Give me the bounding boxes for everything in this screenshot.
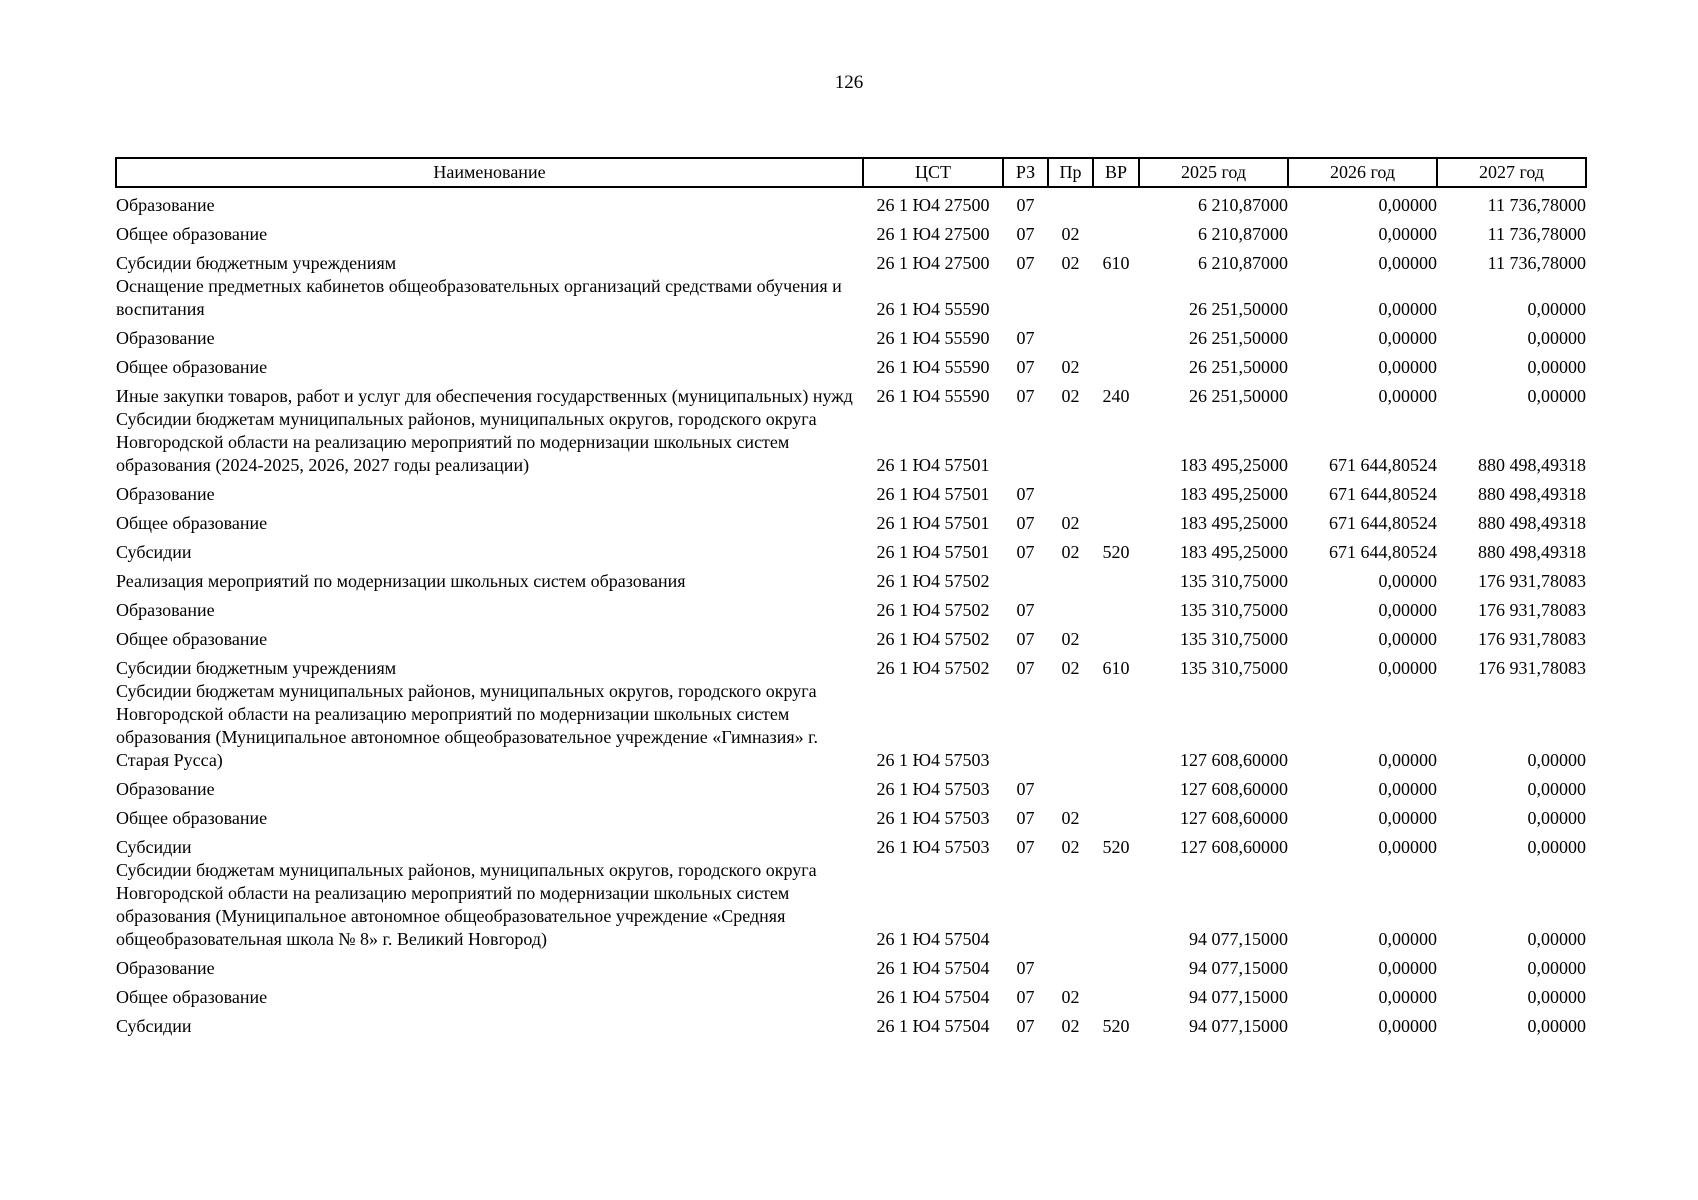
cell-2027: 176 931,78083	[1478, 658, 1586, 678]
cell-pr	[1048, 477, 1093, 506]
cell-vr	[1093, 187, 1139, 217]
cell-2027: 11 736,78000	[1487, 195, 1586, 215]
cell-pr: 02	[1061, 357, 1080, 377]
cell-cst: 26 1 Ю4 57501	[876, 484, 990, 504]
cell-vr: 520	[1102, 837, 1130, 857]
cell-rz	[1003, 859, 1048, 951]
cell-name: Образование	[116, 328, 215, 348]
cell-2027: 0,00000	[1527, 386, 1586, 406]
cell-2027: 880 498,49318	[1478, 513, 1586, 533]
table-row	[116, 246, 1586, 275]
cell-cst: 26 1 Ю4 27500	[876, 224, 990, 244]
cell-2026: 0,00000	[1378, 837, 1437, 857]
cell-2027: 0,00000	[1527, 779, 1586, 799]
cell-rz: 07	[1016, 484, 1035, 504]
cell-name: Общее образование	[116, 224, 268, 244]
cell-vr: 610	[1102, 658, 1130, 678]
cell-vr: 240	[1102, 386, 1130, 406]
table-row	[116, 622, 1586, 651]
cell-2027: 880 498,49318	[1478, 455, 1586, 475]
cell-pr	[1048, 564, 1093, 593]
table-row	[116, 859, 1586, 951]
cell-cst: 26 1 Ю4 57502	[876, 629, 990, 649]
cell-rz: 07	[1016, 224, 1035, 244]
table-row	[116, 830, 1586, 859]
cell-2026: 671 644,80524	[1329, 513, 1437, 533]
cell-name: Субсидии бюджетам муниципальных районов, муниципальных округов, городского округа Новгородской области на реализацию мероприятий по модернизации школьных систем образования (Муниципальное автономное общеобразовательное учреждение «Средняя общеобразовательная школа № 8» г. Великий Новгород)	[116, 860, 817, 949]
cell-name: Общее образование	[116, 513, 268, 533]
cell-2026: 0,00000	[1378, 386, 1437, 406]
cell-cst: 26 1 Ю4 57502	[876, 600, 990, 620]
cell-name: Субсидии бюджетам муниципальных районов, муниципальных округов, городского округа Новгородской области на реализацию мероприятий по модернизации школьных систем образования (Муниципальное автономное общеобразовательное учреждение «Гимназия» г. Старая Русса)	[116, 681, 818, 770]
cell-name: Общее образование	[116, 987, 268, 1007]
cell-vr	[1093, 772, 1139, 801]
cell-rz: 07	[1016, 837, 1035, 857]
cell-pr	[1048, 951, 1093, 980]
cell-2027: 0,00000	[1527, 808, 1586, 828]
cell-vr	[1093, 593, 1139, 622]
cell-pr	[1048, 321, 1093, 350]
page-number: 126	[834, 72, 864, 93]
cell-vr	[1093, 980, 1139, 1009]
cell-2025: 6 210,87000	[1198, 224, 1288, 244]
cell-rz: 07	[1016, 600, 1035, 620]
header-rz: РЗ	[1003, 158, 1048, 187]
cell-vr: 520	[1102, 542, 1130, 562]
table-row	[116, 477, 1586, 506]
cell-2027: 11 736,78000	[1487, 224, 1586, 244]
cell-2025: 135 310,75000	[1180, 600, 1288, 620]
cell-2025: 183 495,25000	[1180, 542, 1288, 562]
cell-rz: 07	[1016, 513, 1035, 533]
cell-2025: 26 251,50000	[1189, 299, 1288, 319]
cell-cst: 26 1 Ю4 57504	[876, 987, 990, 1007]
cell-2025: 127 608,60000	[1180, 750, 1288, 770]
cell-2026: 671 644,80524	[1329, 542, 1437, 562]
cell-2026: 0,00000	[1378, 357, 1437, 377]
cell-pr: 02	[1061, 542, 1080, 562]
cell-pr: 02	[1061, 386, 1080, 406]
header-name: Наименование	[116, 158, 863, 187]
cell-2027: 0,00000	[1527, 357, 1586, 377]
cell-2027: 176 931,78083	[1478, 629, 1586, 649]
cell-name: Образование	[116, 195, 215, 215]
cell-2026: 671 644,80524	[1329, 455, 1437, 475]
cell-cst: 26 1 Ю4 57504	[876, 1016, 990, 1036]
cell-rz: 07	[1016, 779, 1035, 799]
header-pr: Пр	[1048, 158, 1093, 187]
cell-2025: 135 310,75000	[1180, 629, 1288, 649]
cell-pr	[1048, 859, 1093, 951]
cell-cst: 26 1 Ю4 57503	[876, 779, 990, 799]
cell-2026: 0,00000	[1378, 750, 1437, 770]
cell-cst: 26 1 Ю4 27500	[876, 195, 990, 215]
cell-2025: 183 495,25000	[1180, 455, 1288, 475]
cell-2027: 0,00000	[1527, 837, 1586, 857]
table-row	[116, 408, 1586, 477]
cell-name: Образование	[116, 484, 215, 504]
table-row	[116, 564, 1586, 593]
cell-2025: 183 495,25000	[1180, 513, 1288, 533]
cell-2025: 26 251,50000	[1189, 328, 1288, 348]
cell-rz: 07	[1016, 195, 1035, 215]
table-row	[116, 321, 1586, 350]
cell-2025: 6 210,87000	[1198, 253, 1288, 273]
cell-2027: 176 931,78083	[1478, 571, 1586, 591]
cell-vr	[1093, 506, 1139, 535]
cell-cst: 26 1 Ю4 57501	[876, 455, 990, 475]
cell-vr	[1093, 859, 1139, 951]
table-row	[116, 217, 1586, 246]
cell-rz	[1003, 564, 1048, 593]
cell-name: Субсидии	[116, 542, 192, 562]
table-row	[116, 772, 1586, 801]
cell-2026: 0,00000	[1378, 253, 1437, 273]
cell-vr	[1093, 564, 1139, 593]
cell-vr: 520	[1102, 1016, 1130, 1036]
cell-2026: 0,00000	[1378, 571, 1437, 591]
cell-vr	[1093, 408, 1139, 477]
cell-pr: 02	[1061, 808, 1080, 828]
cell-2027: 0,00000	[1527, 750, 1586, 770]
cell-2025: 127 608,60000	[1180, 808, 1288, 828]
cell-name: Субсидии бюджетам муниципальных районов, муниципальных округов, городского округа Новгородской области на реализацию мероприятий по модернизации школьных систем образования (2024-2025, 2026, 2027 годы реализации)	[116, 409, 817, 475]
cell-name: Общее образование	[116, 629, 268, 649]
cell-name: Общее образование	[116, 357, 268, 377]
cell-cst: 26 1 Ю4 27500	[876, 253, 990, 273]
cell-2027: 0,00000	[1527, 1016, 1586, 1036]
cell-2027: 0,00000	[1527, 987, 1586, 1007]
table-row	[116, 506, 1586, 535]
cell-rz: 07	[1016, 987, 1035, 1007]
cell-rz: 07	[1016, 328, 1035, 348]
table-row	[116, 535, 1586, 564]
cell-pr: 02	[1061, 837, 1080, 857]
cell-2026: 0,00000	[1378, 808, 1437, 828]
cell-2026: 0,00000	[1378, 1016, 1437, 1036]
cell-pr: 02	[1061, 224, 1080, 244]
cell-2027: 880 498,49318	[1478, 542, 1586, 562]
table-row	[116, 593, 1586, 622]
budget-table	[115, 157, 1587, 1038]
table-row	[116, 951, 1586, 980]
cell-rz: 07	[1016, 542, 1035, 562]
cell-2025: 94 077,15000	[1189, 1016, 1288, 1036]
cell-rz: 07	[1016, 386, 1035, 406]
cell-pr	[1048, 275, 1093, 321]
table-header	[116, 158, 1586, 187]
cell-name: Иные закупки товаров, работ и услуг для обеспечения государственных (муниципальных) нужд	[116, 386, 853, 406]
cell-2025: 127 608,60000	[1180, 837, 1288, 857]
cell-2026: 0,00000	[1378, 658, 1437, 678]
cell-rz: 07	[1016, 1016, 1035, 1036]
table-row	[116, 980, 1586, 1009]
cell-2025: 135 310,75000	[1180, 658, 1288, 678]
cell-pr	[1048, 772, 1093, 801]
cell-vr	[1093, 477, 1139, 506]
header-row	[116, 158, 1586, 187]
cell-pr: 02	[1061, 253, 1080, 273]
cell-cst: 26 1 Ю4 57503	[876, 808, 990, 828]
cell-name: Субсидии	[116, 837, 192, 857]
cell-2027: 0,00000	[1527, 328, 1586, 348]
cell-pr	[1048, 408, 1093, 477]
cell-2025: 127 608,60000	[1180, 779, 1288, 799]
cell-rz	[1003, 680, 1048, 772]
cell-pr: 02	[1061, 987, 1080, 1007]
cell-2026: 671 644,80524	[1329, 484, 1437, 504]
cell-cst: 26 1 Ю4 57503	[876, 837, 990, 857]
table-row	[116, 275, 1586, 321]
cell-cst: 26 1 Ю4 57504	[876, 958, 990, 978]
cell-2025: 183 495,25000	[1180, 484, 1288, 504]
cell-2026: 0,00000	[1378, 224, 1437, 244]
cell-2026: 0,00000	[1378, 779, 1437, 799]
cell-name: Субсидии бюджетным учреждениям	[116, 253, 397, 273]
table-row	[116, 379, 1586, 408]
table-row	[116, 651, 1586, 680]
cell-2025: 94 077,15000	[1189, 987, 1288, 1007]
header-2025: 2025 год	[1139, 158, 1288, 187]
cell-pr: 02	[1061, 513, 1080, 533]
cell-vr	[1093, 321, 1139, 350]
cell-2025: 94 077,15000	[1189, 958, 1288, 978]
cell-2026: 0,00000	[1378, 929, 1437, 949]
cell-vr	[1093, 275, 1139, 321]
cell-name: Субсидии	[116, 1016, 192, 1036]
table-row	[116, 801, 1586, 830]
cell-vr: 610	[1102, 253, 1130, 273]
cell-pr	[1048, 593, 1093, 622]
cell-2026: 0,00000	[1378, 987, 1437, 1007]
cell-cst: 26 1 Ю4 57501	[876, 513, 990, 533]
cell-pr: 02	[1061, 1016, 1080, 1036]
cell-name: Образование	[116, 779, 215, 799]
cell-cst: 26 1 Ю4 57504	[876, 929, 990, 949]
cell-vr	[1093, 217, 1139, 246]
cell-2026: 0,00000	[1378, 629, 1437, 649]
cell-name: Оснащение предметных кабинетов общеобразовательных организаций средствами обучения и воспитания	[116, 276, 842, 319]
cell-rz: 07	[1016, 808, 1035, 828]
cell-cst: 26 1 Ю4 57502	[876, 658, 990, 678]
cell-rz: 07	[1016, 658, 1035, 678]
cell-2026: 0,00000	[1378, 600, 1437, 620]
header-cst: ЦСТ	[863, 158, 1003, 187]
cell-rz	[1003, 408, 1048, 477]
cell-name: Образование	[116, 600, 215, 620]
cell-name: Общее образование	[116, 808, 268, 828]
table-row	[116, 1009, 1586, 1038]
cell-rz	[1003, 275, 1048, 321]
cell-2027: 11 736,78000	[1487, 253, 1586, 273]
header-vr: ВР	[1093, 158, 1139, 187]
cell-cst: 26 1 Ю4 57503	[876, 750, 990, 770]
cell-vr	[1093, 801, 1139, 830]
cell-vr	[1093, 951, 1139, 980]
cell-2025: 26 251,50000	[1189, 357, 1288, 377]
cell-2025: 94 077,15000	[1189, 929, 1288, 949]
cell-2027: 0,00000	[1527, 929, 1586, 949]
cell-rz: 07	[1016, 253, 1035, 273]
cell-2027: 0,00000	[1527, 299, 1586, 319]
cell-rz: 07	[1016, 357, 1035, 377]
cell-2026: 0,00000	[1378, 328, 1437, 348]
cell-vr	[1093, 680, 1139, 772]
header-2027: 2027 год	[1437, 158, 1586, 187]
cell-2027: 176 931,78083	[1478, 600, 1586, 620]
cell-rz: 07	[1016, 629, 1035, 649]
cell-cst: 26 1 Ю4 55590	[876, 386, 990, 406]
cell-name: Образование	[116, 958, 215, 978]
table-row	[116, 680, 1586, 772]
header-2026: 2026 год	[1288, 158, 1437, 187]
cell-2025: 26 251,50000	[1189, 386, 1288, 406]
cell-2026: 0,00000	[1378, 195, 1437, 215]
table-row	[116, 187, 1586, 217]
cell-2027: 880 498,49318	[1478, 484, 1586, 504]
cell-cst: 26 1 Ю4 55590	[876, 357, 990, 377]
cell-cst: 26 1 Ю4 57501	[876, 542, 990, 562]
cell-pr: 02	[1061, 629, 1080, 649]
cell-vr	[1093, 350, 1139, 379]
cell-rz: 07	[1016, 958, 1035, 978]
cell-name: Реализация мероприятий по модернизации школьных систем образования	[116, 571, 686, 591]
table-row	[116, 350, 1586, 379]
cell-vr	[1093, 622, 1139, 651]
cell-2025: 6 210,87000	[1198, 195, 1288, 215]
cell-2026: 0,00000	[1378, 958, 1437, 978]
cell-2027: 0,00000	[1527, 958, 1586, 978]
cell-pr	[1048, 680, 1093, 772]
cell-2025: 135 310,75000	[1180, 571, 1288, 591]
cell-name: Субсидии бюджетным учреждениям	[116, 658, 397, 678]
cell-cst: 26 1 Ю4 55590	[876, 328, 990, 348]
cell-2026: 0,00000	[1378, 299, 1437, 319]
cell-cst: 26 1 Ю4 55590	[876, 299, 990, 319]
cell-cst: 26 1 Ю4 57502	[876, 571, 990, 591]
cell-pr	[1048, 187, 1093, 217]
table-body	[116, 187, 1586, 1038]
cell-pr: 02	[1061, 658, 1080, 678]
